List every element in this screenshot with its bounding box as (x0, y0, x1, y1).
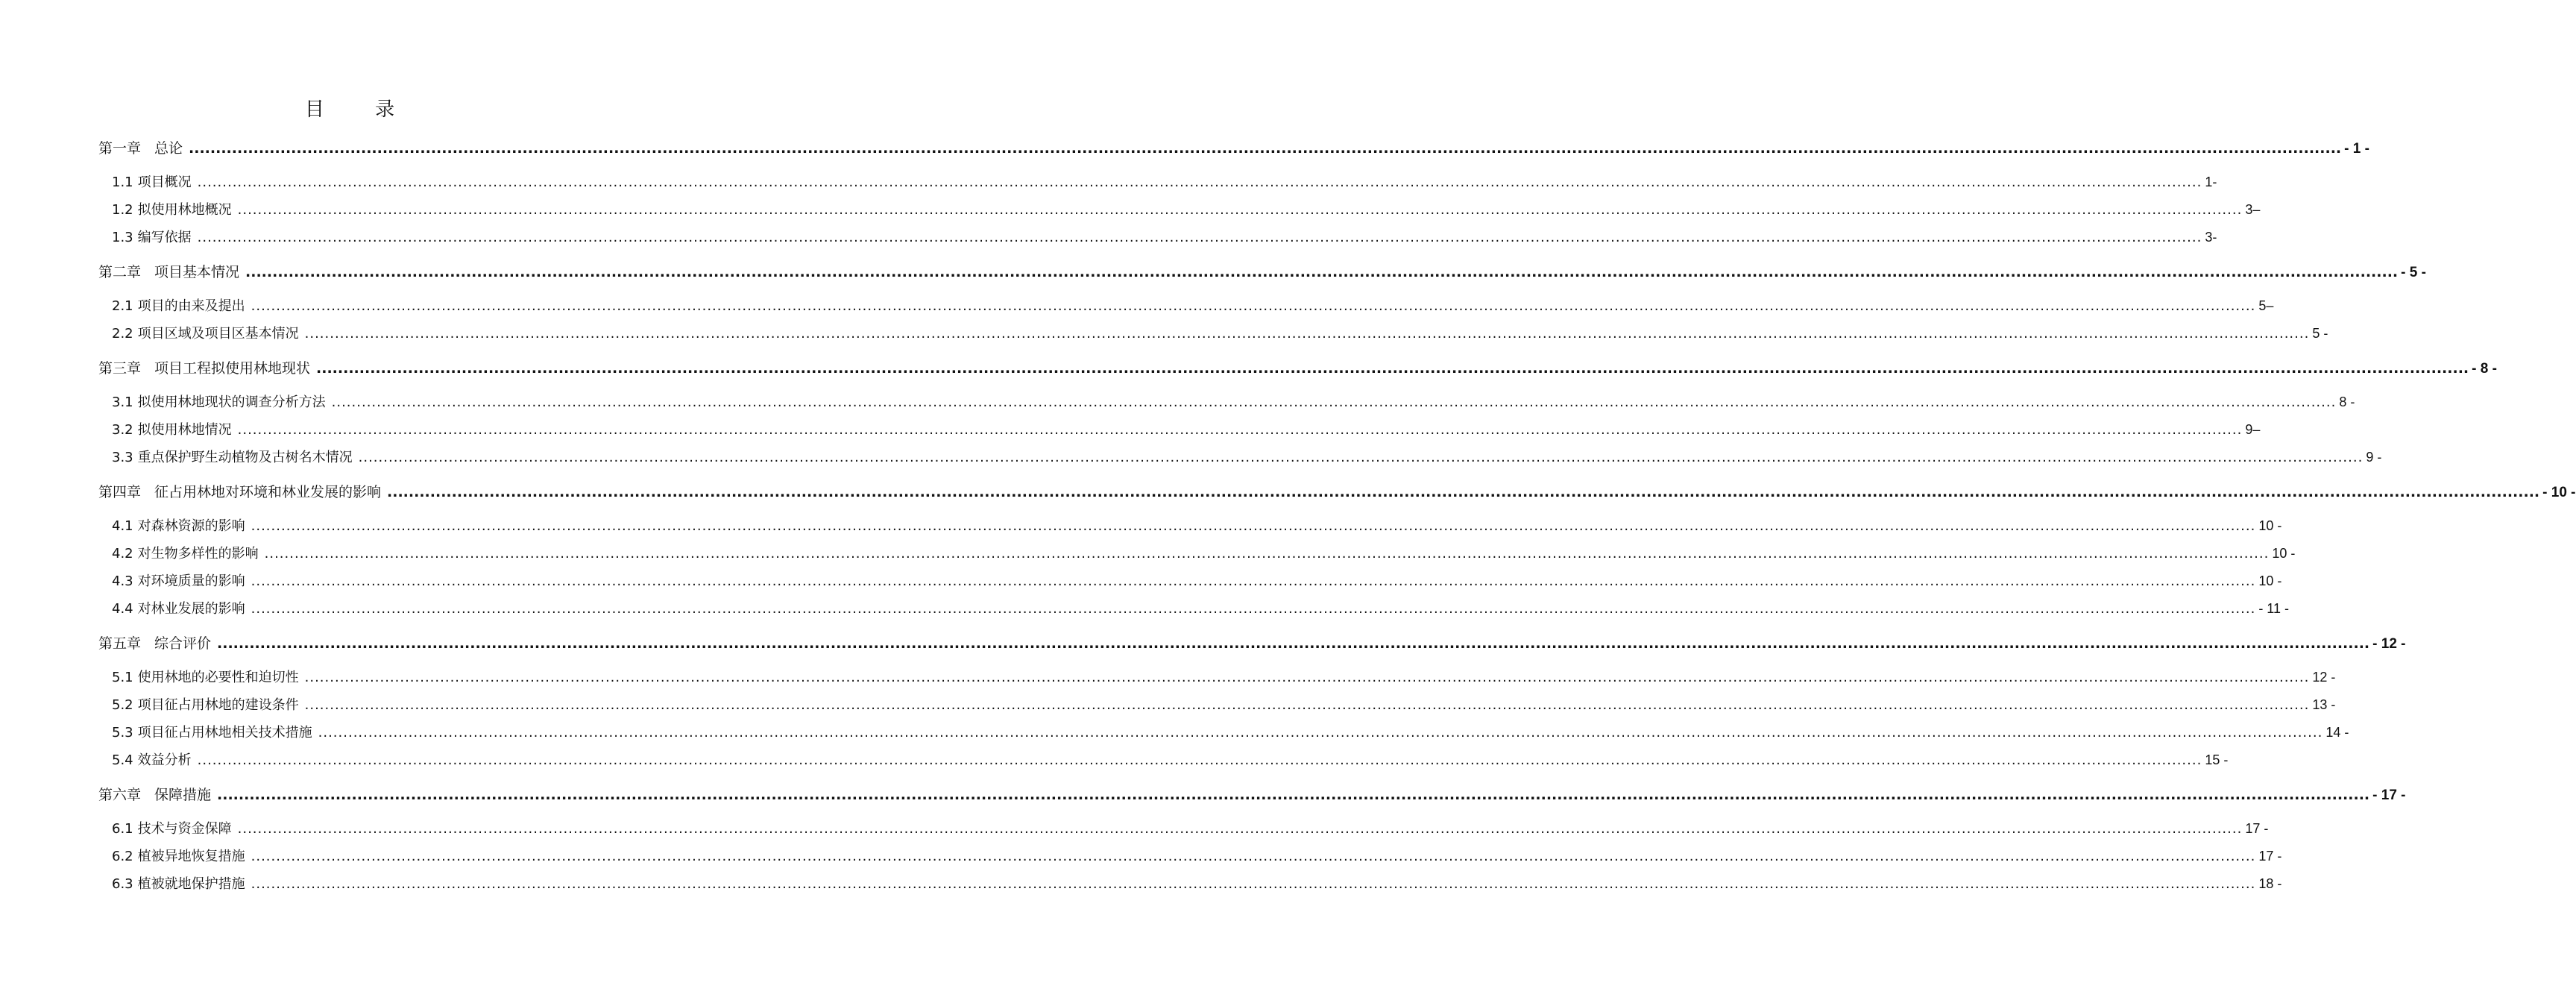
dot-leader: ................................................................................................................................................................................................................................................................................................................................................................................................................ (197, 752, 2202, 768)
entry-page-number: 13 - (2312, 697, 2336, 712)
dot-leader: ................................................................................................................................................................................................................................................................................................................................................................................................................ (251, 518, 2256, 534)
dot-leader: ................................................................................................................................................................................................................................................................................................................................................................................................................ (237, 202, 2243, 218)
entry-page-number: 10 - (2258, 518, 2282, 533)
entry-label (112, 392, 326, 411)
entry-page-number: 12 - (2312, 670, 2336, 685)
dot-leader: ................................................................................................................................................................................................................................................................................................................................................................................................................ (331, 394, 2337, 410)
entry-number: 5.4 (112, 752, 133, 768)
toc-section-entry[interactable] (112, 722, 2349, 741)
entry-label (112, 694, 299, 714)
entry-label (112, 323, 299, 342)
entry-label (98, 784, 211, 804)
toc-section-entry[interactable] (112, 515, 2282, 535)
entry-label (98, 357, 310, 377)
toc-chapter-entry[interactable] (98, 632, 2406, 653)
entry-title: 征占用林地对环境和林业发展的影响 (154, 484, 382, 500)
dot-leader: ................................................................................................................................................................................................................................................................................................................................................................................................................ (318, 725, 2323, 741)
entry-label (112, 199, 232, 218)
entry-page-number: 10 - (2272, 546, 2296, 561)
toc-section-entry[interactable] (112, 667, 2336, 686)
dot-leader: ................................................................................................................................................................................................................................................................................................................................................................................................................ (251, 298, 2256, 314)
entry-title: 使用林地的必要性和迫切性 (137, 670, 299, 685)
entry-label (112, 598, 245, 617)
dot-leader: ................................................................................................................................................................................................................................................................................................................................................................................................................ (197, 174, 2202, 190)
entry-number: 3.3 (112, 450, 133, 465)
toc-chapter-entry[interactable] (98, 357, 2497, 377)
entry-number: 第三章 (98, 360, 142, 377)
toc-chapter-entry[interactable] (98, 481, 2576, 501)
entry-label (98, 261, 239, 281)
dot-leader: ................................................................................................................................................................................................................................................................................................................................................................................................................ (251, 573, 2256, 589)
entry-number: 5.1 (112, 670, 133, 685)
entry-label (98, 137, 183, 157)
entry-title: 总论 (154, 140, 183, 157)
entry-page-number: 8 - (2339, 394, 2355, 409)
dot-leader: ................................................................................................................................................................................................................................................................................................................................................................................................................ (237, 422, 2243, 438)
entry-title: 拟使用林地情况 (137, 422, 232, 438)
dot-leader: ................................................................................................................................................................................................................................................................................................................................................................................................................ (217, 787, 2370, 803)
entry-number: 3.1 (112, 394, 133, 410)
entry-title: 拟使用林地概况 (137, 202, 232, 218)
entry-label (112, 873, 245, 893)
entry-page-number: - 1 - (2344, 141, 2369, 157)
dot-leader: ................................................................................................................................................................................................................................................................................................................................................................................................................ (197, 230, 2202, 245)
entry-title: 项目的由来及提出 (137, 298, 245, 314)
entry-label (112, 295, 245, 315)
dot-leader: ................................................................................................................................................................................................................................................................................................................................................................................................................ (264, 546, 2270, 562)
dot-leader: ................................................................................................................................................................................................................................................................................................................................................................................................................ (251, 849, 2256, 864)
entry-number: 4.2 (112, 546, 133, 562)
entry-number: 第二章 (98, 264, 142, 280)
entry-number: 4.4 (112, 601, 133, 617)
toc-section-entry[interactable] (112, 543, 2296, 562)
entry-label (112, 447, 353, 466)
dot-leader: ................................................................................................................................................................................................................................................................................................................................................................................................................ (316, 360, 2469, 377)
entry-label (112, 543, 259, 562)
entry-page-number: 17 - (2245, 821, 2269, 836)
toc-section-entry[interactable] (112, 818, 2269, 837)
entry-page-number: - 10 - (2542, 485, 2576, 500)
entry-page-number: 1- (2205, 174, 2217, 189)
entry-title: 植被异地恢复措施 (137, 849, 245, 864)
entry-label (112, 749, 192, 769)
entry-page-number: 9– (2245, 422, 2261, 437)
entry-page-number: 10 - (2258, 573, 2282, 588)
dot-leader: ................................................................................................................................................................................................................................................................................................................................................................................................................ (217, 635, 2370, 652)
entry-number: 第四章 (98, 484, 142, 500)
entry-number: 4.3 (112, 573, 133, 589)
entry-title: 项目征占用林地相关技术措施 (137, 725, 312, 741)
entry-page-number: 5 - (2312, 326, 2328, 341)
toc-section-entry[interactable] (112, 749, 2229, 769)
entry-title: 重点保护野生动植物及古树名木情况 (137, 450, 353, 465)
entry-title: 对环境质量的影响 (137, 573, 245, 589)
entry-title: 对生物多样性的影响 (137, 546, 259, 562)
dot-leader: ................................................................................................................................................................................................................................................................................................................................................................................................................ (304, 697, 2310, 713)
entry-title: 对森林资源的影响 (137, 518, 245, 534)
toc-section-entry[interactable] (112, 172, 2217, 191)
dot-leader: ................................................................................................................................................................................................................................................................................................................................................................................................................ (304, 670, 2310, 685)
entry-page-number: - 8 - (2472, 361, 2497, 377)
entry-number: 5.2 (112, 697, 133, 713)
entry-page-number: 3– (2245, 202, 2261, 217)
toc-section-entry[interactable] (112, 873, 2282, 893)
entry-number: 6.1 (112, 821, 133, 837)
entry-number: 第六章 (98, 787, 142, 803)
entry-title: 植被就地保护措施 (137, 876, 245, 892)
entry-label (112, 227, 192, 246)
entry-label (112, 846, 245, 865)
entry-title: 综合评价 (154, 635, 212, 652)
toc-chapter-entry[interactable] (98, 261, 2426, 281)
entry-label (112, 419, 232, 438)
entry-label (98, 481, 381, 501)
dot-leader: ................................................................................................................................................................................................................................................................................................................................................................................................................ (387, 484, 2540, 500)
entry-page-number: 5– (2258, 298, 2274, 313)
entry-number: 5.3 (112, 725, 133, 741)
entry-page-number: - 11 - (2258, 601, 2289, 616)
toc-section-entry[interactable] (112, 227, 2217, 246)
toc-section-entry[interactable] (112, 323, 2328, 342)
entry-label (112, 818, 232, 837)
entry-title: 项目基本情况 (154, 264, 240, 280)
entry-title: 项目征占用林地的建设条件 (137, 697, 299, 713)
entry-label (112, 570, 245, 590)
entry-number: 1.2 (112, 202, 133, 218)
entry-title: 对林业发展的影响 (137, 601, 245, 617)
entry-title: 保障措施 (154, 787, 212, 803)
entry-number: 2.1 (112, 298, 133, 314)
entry-title: 项目概况 (137, 174, 192, 190)
dot-leader: ................................................................................................................................................................................................................................................................................................................................................................................................................ (358, 450, 2364, 465)
entry-page-number: - 5 - (2401, 265, 2426, 280)
toc-title: 目 录 (304, 98, 418, 121)
toc-section-entry[interactable] (112, 846, 2282, 865)
entry-title: 项目区域及项目区基本情况 (137, 326, 299, 342)
toc-section-entry[interactable] (112, 392, 2355, 411)
entry-label (112, 515, 245, 535)
entry-label (112, 172, 192, 191)
entry-number: 第五章 (98, 635, 142, 652)
dot-leader: ................................................................................................................................................................................................................................................................................................................................................................................................................ (237, 821, 2243, 837)
entry-page-number: 18 - (2258, 876, 2282, 891)
entry-page-number: 14 - (2325, 725, 2349, 740)
entry-label (112, 722, 312, 741)
dot-leader: ................................................................................................................................................................................................................................................................................................................................................................................................................ (304, 326, 2310, 342)
entry-label (112, 667, 299, 686)
dot-leader: ................................................................................................................................................................................................................................................................................................................................................................................................................ (189, 140, 2342, 157)
entry-number: 1.3 (112, 230, 133, 245)
toc-section-entry[interactable] (112, 570, 2282, 590)
entry-number: 1.1 (112, 174, 133, 190)
entry-page-number: 15 - (2205, 752, 2229, 767)
entry-number: 4.1 (112, 518, 133, 534)
toc-section-entry[interactable] (112, 199, 2261, 218)
toc-section-entry[interactable] (112, 419, 2261, 438)
toc-chapter-entry[interactable] (98, 784, 2406, 804)
toc-section-entry[interactable] (112, 295, 2274, 315)
entry-title: 编写依据 (137, 230, 192, 245)
entry-number: 第一章 (98, 140, 142, 157)
entry-page-number: 3- (2205, 230, 2217, 245)
dot-leader: ................................................................................................................................................................................................................................................................................................................................................................................................................ (245, 264, 2399, 280)
entry-page-number: - 12 - (2372, 636, 2406, 652)
entry-title: 拟使用林地现状的调查分析方法 (137, 394, 326, 410)
dot-leader: ................................................................................................................................................................................................................................................................................................................................................................................................................ (251, 601, 2256, 617)
entry-page-number: - 17 - (2372, 787, 2406, 803)
toc-section-entry[interactable] (112, 694, 2336, 714)
entry-number: 3.2 (112, 422, 133, 438)
entry-number: 2.2 (112, 326, 133, 342)
entry-number: 6.2 (112, 849, 133, 864)
dot-leader: ................................................................................................................................................................................................................................................................................................................................................................................................................ (251, 876, 2256, 892)
entry-page-number: 9 - (2366, 450, 2382, 465)
entry-title: 效益分析 (137, 752, 192, 768)
entry-label (98, 632, 211, 653)
entry-title: 项目工程拟使用林地现状 (154, 360, 311, 377)
toc-section-entry[interactable] (112, 598, 2289, 617)
toc-chapter-entry[interactable] (98, 137, 2369, 157)
entry-page-number: 17 - (2258, 849, 2282, 864)
entry-number: 6.3 (112, 876, 133, 892)
entry-title: 技术与资金保障 (137, 821, 232, 837)
toc-section-entry[interactable] (112, 447, 2382, 466)
